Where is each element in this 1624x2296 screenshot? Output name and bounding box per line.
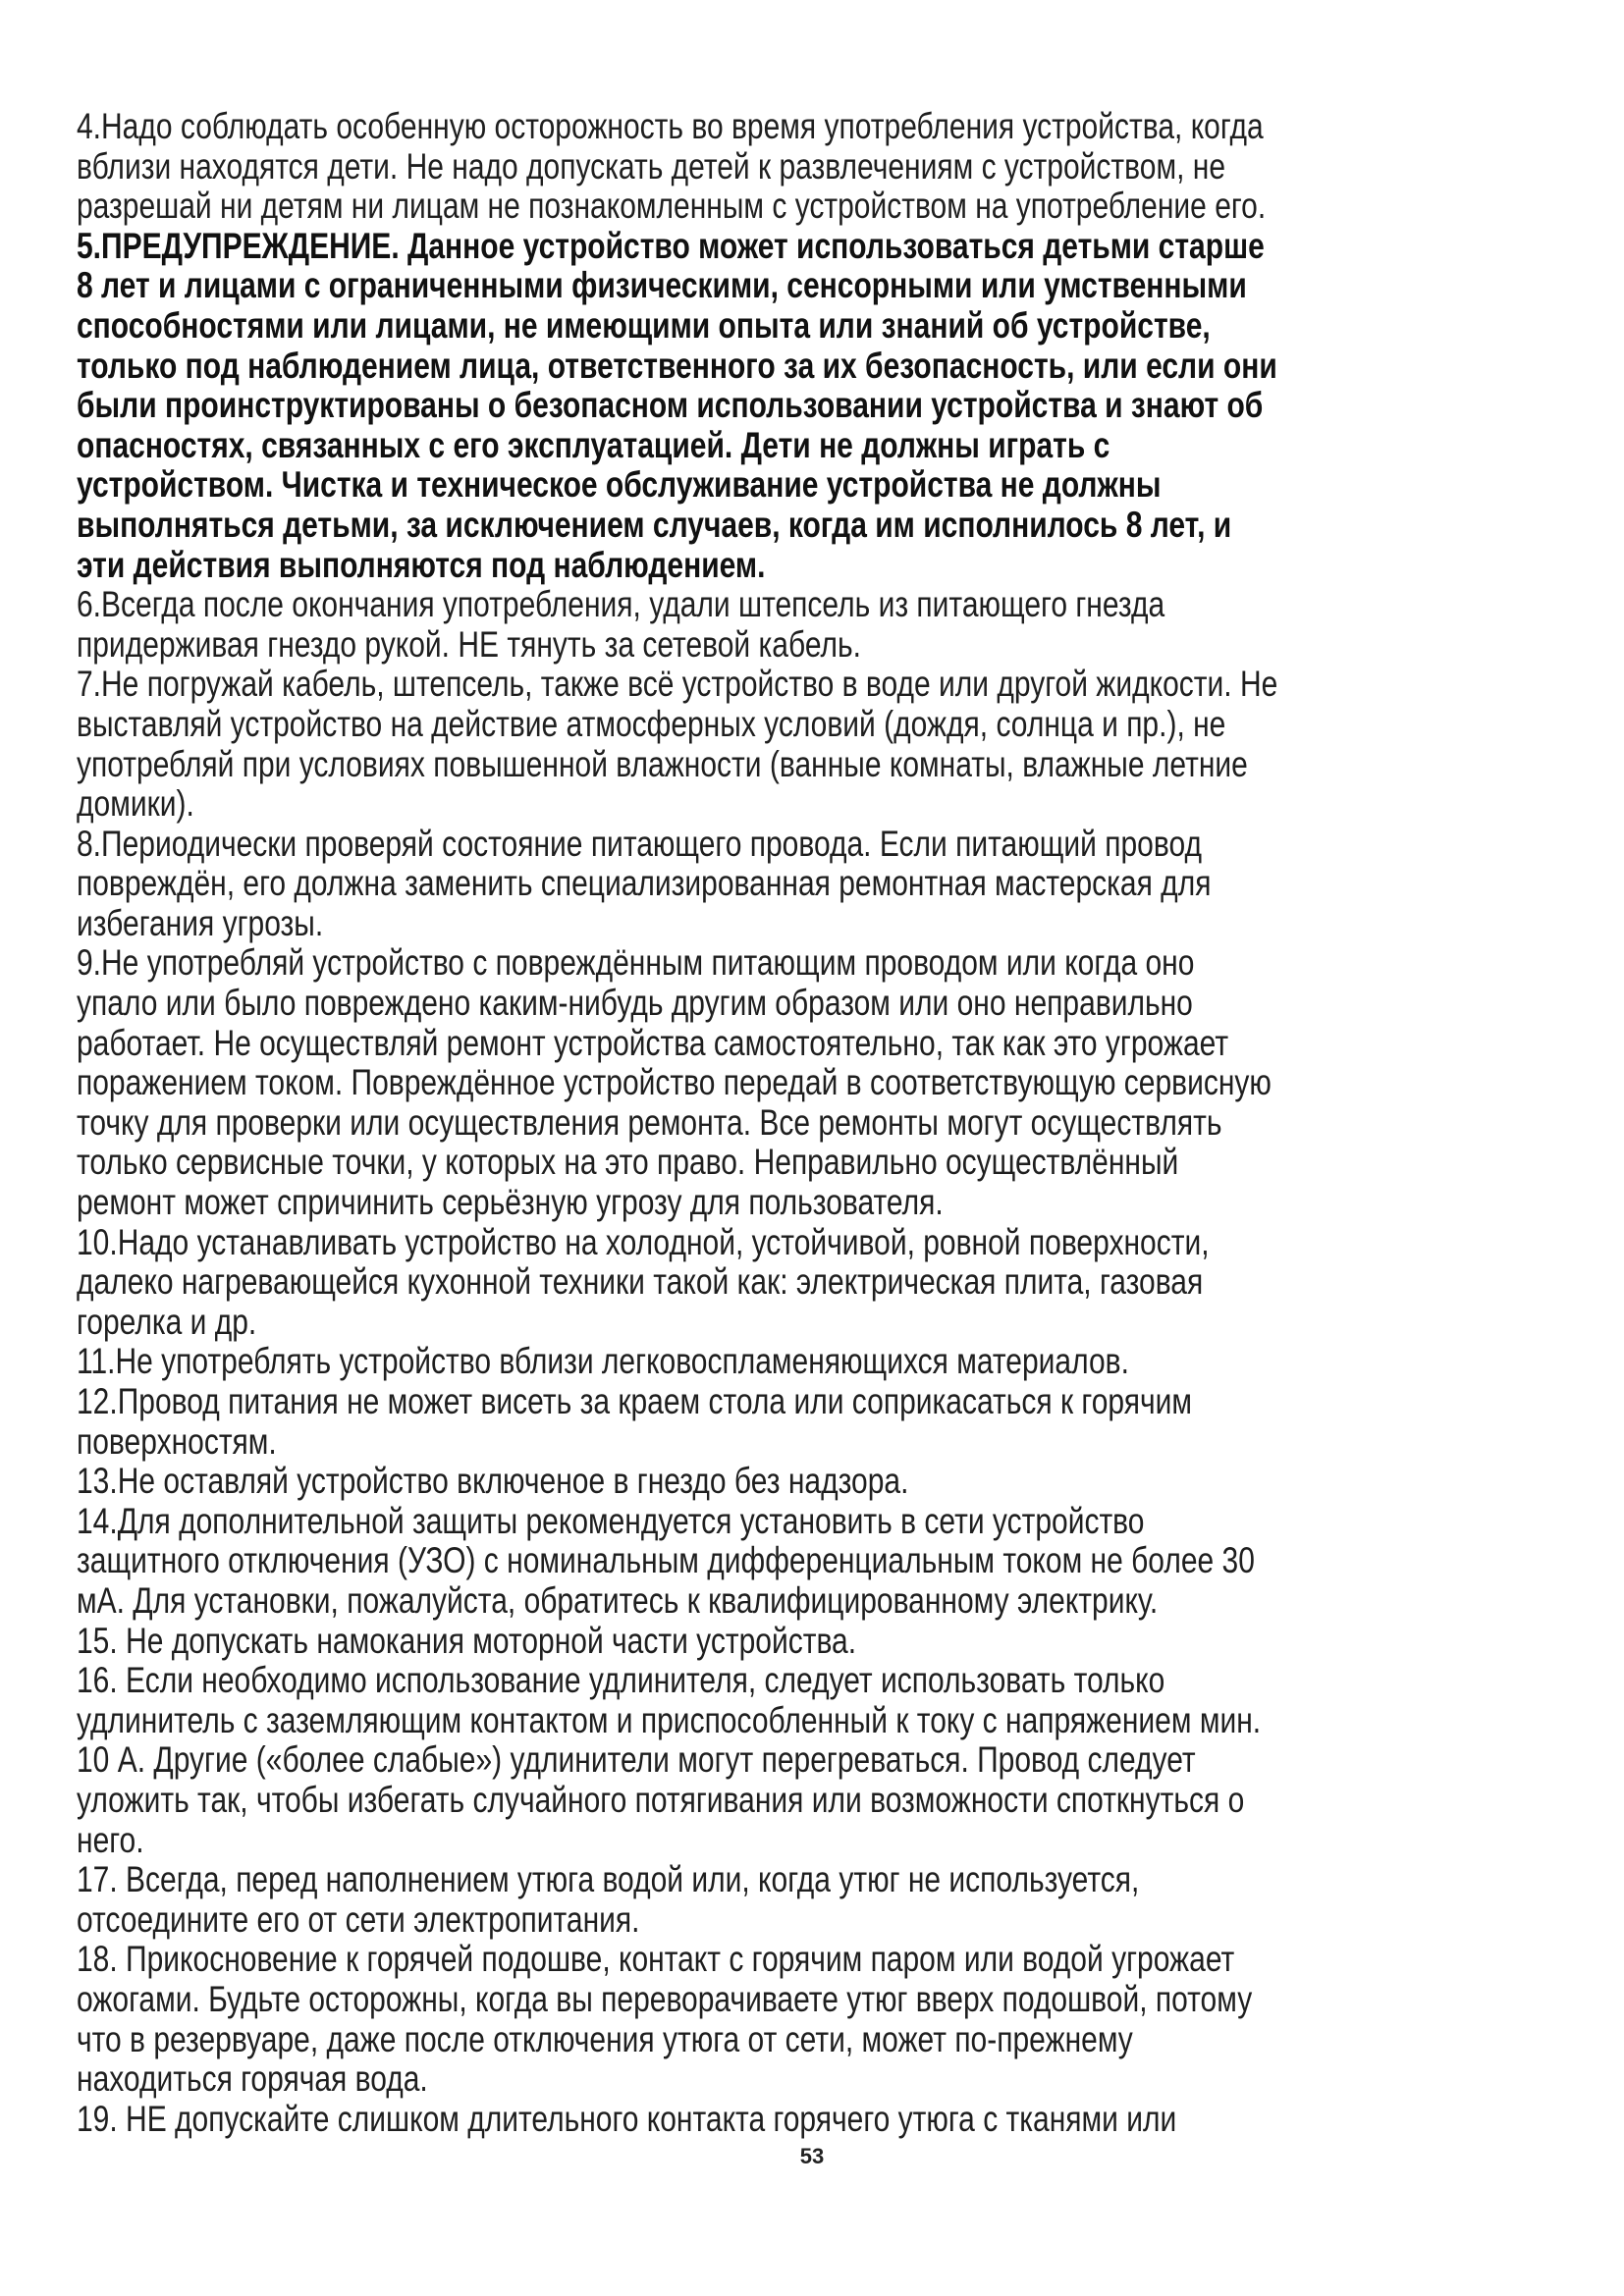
- page-number: 53: [799, 2144, 825, 2168]
- text-line: устройством. Чистка и техническое обслуживание устройства не должны: [77, 463, 1162, 506]
- paragraph-14: [77, 1501, 1559, 1621]
- text-line: 18. Прикосновение к горячей подошве, контакт с горячим паром или водой угрожает: [77, 1938, 1235, 1980]
- text-line: домики).: [77, 782, 194, 825]
- text-line: что в резервуаре, даже после отключения утюга от сети, может по-прежнему: [77, 2017, 1133, 2059]
- text-line: отсоедините его от сети электропитания.: [77, 1897, 640, 1940]
- text-line: способностями или лицами, не имеющими опыта или знаний об устройстве,: [77, 303, 1211, 346]
- text-line: него.: [77, 1818, 144, 1860]
- text-line: 12.Провод питания не может висеть за краем стола или соприкасаться к горячим: [77, 1380, 1192, 1421]
- text-line: поверхностям.: [77, 1419, 277, 1462]
- text-line: точку для проверки или осуществления ремонта. Все ремонты могут осуществлять: [77, 1100, 1222, 1143]
- text-line: только под наблюдением лица, ответственного за их безопасность, или если они: [77, 344, 1277, 386]
- paragraph-13: [77, 1461, 1559, 1501]
- text-line: ремонт может спричинить серьёзную угрозу для пользователя.: [77, 1181, 944, 1223]
- text-line: упало или было повреждено каким-нибудь другим образом или оно неправильно: [77, 982, 1193, 1024]
- text-line: разрешай ни детям ни лицам не познакомленным с устройством на употребление его.: [77, 185, 1267, 227]
- text-line: 5.ПРЕДУПРЕЖДЕНИЕ. Данное устройство может использоваться детьми старше: [77, 224, 1265, 266]
- paragraph-11: [77, 1341, 1559, 1381]
- text-line: употребляй при условиях повышенной влажности (ванные комнаты, влажные летние: [77, 742, 1248, 784]
- paragraph-7: [77, 664, 1559, 823]
- text-line: придерживая гнездо рукой. НЕ тянуть за сетевой кабель.: [77, 622, 861, 665]
- text-line: уложить так, чтобы избегать случайного потягивания или возможности споткнуться о: [77, 1778, 1245, 1820]
- text-line: 4.Надо соблюдать особенную осторожность во время употребления устройства, когда: [77, 105, 1264, 146]
- text-line: повреждён, его должна заменить специализированная ремонтная мастерская для: [77, 862, 1212, 904]
- text-line: избегания угрозы.: [77, 901, 324, 943]
- text-line: только сервисные точки, у которых на это право. Неправильно осуществлённый: [77, 1141, 1179, 1183]
- text-line: 6.Всегда после окончания употребления, удали штепсель из питающего гнезда: [77, 583, 1165, 625]
- text-line: эти действия выполняются под наблюдением.: [77, 543, 766, 585]
- text-line: выставляй устройство на действие атмосферных условий (дождя, солнца и пр.), не: [77, 702, 1226, 744]
- paragraph-16: [77, 1660, 1559, 1859]
- text-line: 13.Не оставляй устройство включеное в гнездо без надзора.: [77, 1460, 909, 1502]
- text-line: 8 лет и лицами с ограниченными физическими, сенсорными или умственными: [77, 264, 1247, 306]
- paragraph-15: [77, 1621, 1559, 1661]
- text-line: 19. НЕ допускайте слишком длительного контакта горячего утюга с тканями или: [77, 2097, 1177, 2139]
- text-line: 10 А. Другие («более слабые») удлинители могут перегреваться. Провод следует: [77, 1738, 1196, 1781]
- text-line: 10.Надо устанавливать устройство на холодной, устойчивой, ровной поверхности,: [77, 1220, 1210, 1262]
- text-line: мА. Для установки, пожалуйста, обратитесь к квалифицированному электрику.: [77, 1578, 1159, 1621]
- text-line: 15. Не допускать намокания моторной части устройства.: [77, 1619, 857, 1661]
- paragraph-10: [77, 1222, 1559, 1342]
- text-line: находиться горячая вода.: [77, 2057, 428, 2100]
- text-line: поражением током. Повреждённое устройство передай в соответствующую сервисную: [77, 1061, 1272, 1103]
- paragraph-6: [77, 584, 1559, 664]
- text-line: 9.Не употребляй устройство с повреждённым питающим проводом или когда оно: [77, 941, 1195, 984]
- text-line: были проинструктированы о безопасном использовании устройства и знают об: [77, 384, 1264, 426]
- paragraph-17: [77, 1859, 1559, 1939]
- paragraph-18: [77, 1939, 1559, 2098]
- paragraph-12: [77, 1381, 1559, 1461]
- text-line: 16. Если необходимо использование удлинителя, следует использовать только: [77, 1659, 1165, 1701]
- text-line: 14.Для дополнительной защиты рекомендуется установить в сети устройство: [77, 1499, 1145, 1541]
- paragraph-19: [77, 2099, 1559, 2139]
- text-line: вблизи находятся дети. Не надо допускать детей к развлечениям с устройством, не: [77, 144, 1225, 187]
- text-line: 17. Всегда, перед наполнением утюга водой или, когда утюг не используется,: [77, 1858, 1140, 1900]
- text-line: защитного отключения (УЗО) с номинальным дифференциальным током не более 30: [77, 1539, 1255, 1581]
- text-line: горелка и др.: [77, 1300, 257, 1342]
- text-line: опасностях, связанных с его эксплуатацией. Дети не должны играть с: [77, 423, 1110, 465]
- paragraph-4: [77, 106, 1559, 226]
- text-line: 8.Периодически проверяй состояние питающего провода. Если питающий провод: [77, 822, 1202, 864]
- paragraph-9: [77, 942, 1559, 1221]
- text-line: удлинитель с заземляющим контактом и приспособленный к току с напряжением мин.: [77, 1698, 1262, 1740]
- text-line: 7.Не погружай кабель, штепсель, также всё устройство в воде или другой жидкости. Не: [77, 663, 1278, 705]
- text-line: ожогами. Будьте осторожны, когда вы переворачиваете утюг вверх подошвой, потому: [77, 1977, 1253, 2019]
- warning-paragraph-5: [77, 226, 1559, 584]
- document-body: [77, 106, 1559, 2138]
- text-line: далеко нагревающейся кухонной техники такой как: электрическая плита, газовая: [77, 1260, 1204, 1303]
- text-line: работает. Не осуществляй ремонт устройства самостоятельно, так как это угрожает: [77, 1021, 1229, 1063]
- text-line: 11.Не употреблять устройство вблизи легковоспламеняющихся материалов.: [77, 1340, 1129, 1382]
- paragraph-8: [77, 824, 1559, 943]
- text-line: выполняться детьми, за исключением случаев, когда им исполнилось 8 лет, и: [77, 503, 1232, 545]
